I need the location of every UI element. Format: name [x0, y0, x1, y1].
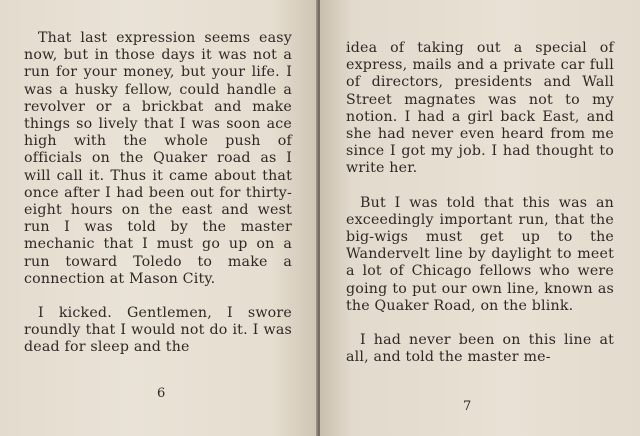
- right-page-text: [346, 40, 614, 366]
- right-paragraph-3: I had never been on this line at all, and told the master me-: [346, 332, 614, 366]
- left-paragraph-2: I kicked. Gentlemen, I swore roundly that I would not do it. I was dead for sleep and the: [24, 305, 292, 356]
- right-page-number: 7: [463, 399, 472, 414]
- left-page-number: 6: [157, 386, 166, 401]
- right-paragraph-1: idea of taking out a special of express, mails and a private car full of directors, presidents and Wall Street magnates was not to my notion. I had a girl back East, and she had never even heard from me since I got my job. I had thought to write her.: [346, 40, 614, 177]
- left-page: [0, 0, 318, 436]
- right-page: [320, 0, 640, 436]
- right-paragraph-2: But I was told that this was an exceedingly important run, that the big-wigs must get up to the Wandervelt line by daylight to meet a lot of Chicago fellows who were going to put our own line, known as the Quaker Road, on the blink.: [346, 194, 614, 314]
- left-page-text: [24, 30, 292, 357]
- left-paragraph-1: That last expression seems easy now, but in those days it was not a run for your money, but your life. I was a husky fellow, could handle a revolver or a brickbat and make things so lively that I was soon ace high with the whole push of officials on the Quaker road as I will call it. Thus it came about that once after I had been out for thirty-eight hours on the east and west run I was told by the master mechanic that I must go up on a run toward Toledo to make a connection at Mason City.: [24, 30, 292, 287]
